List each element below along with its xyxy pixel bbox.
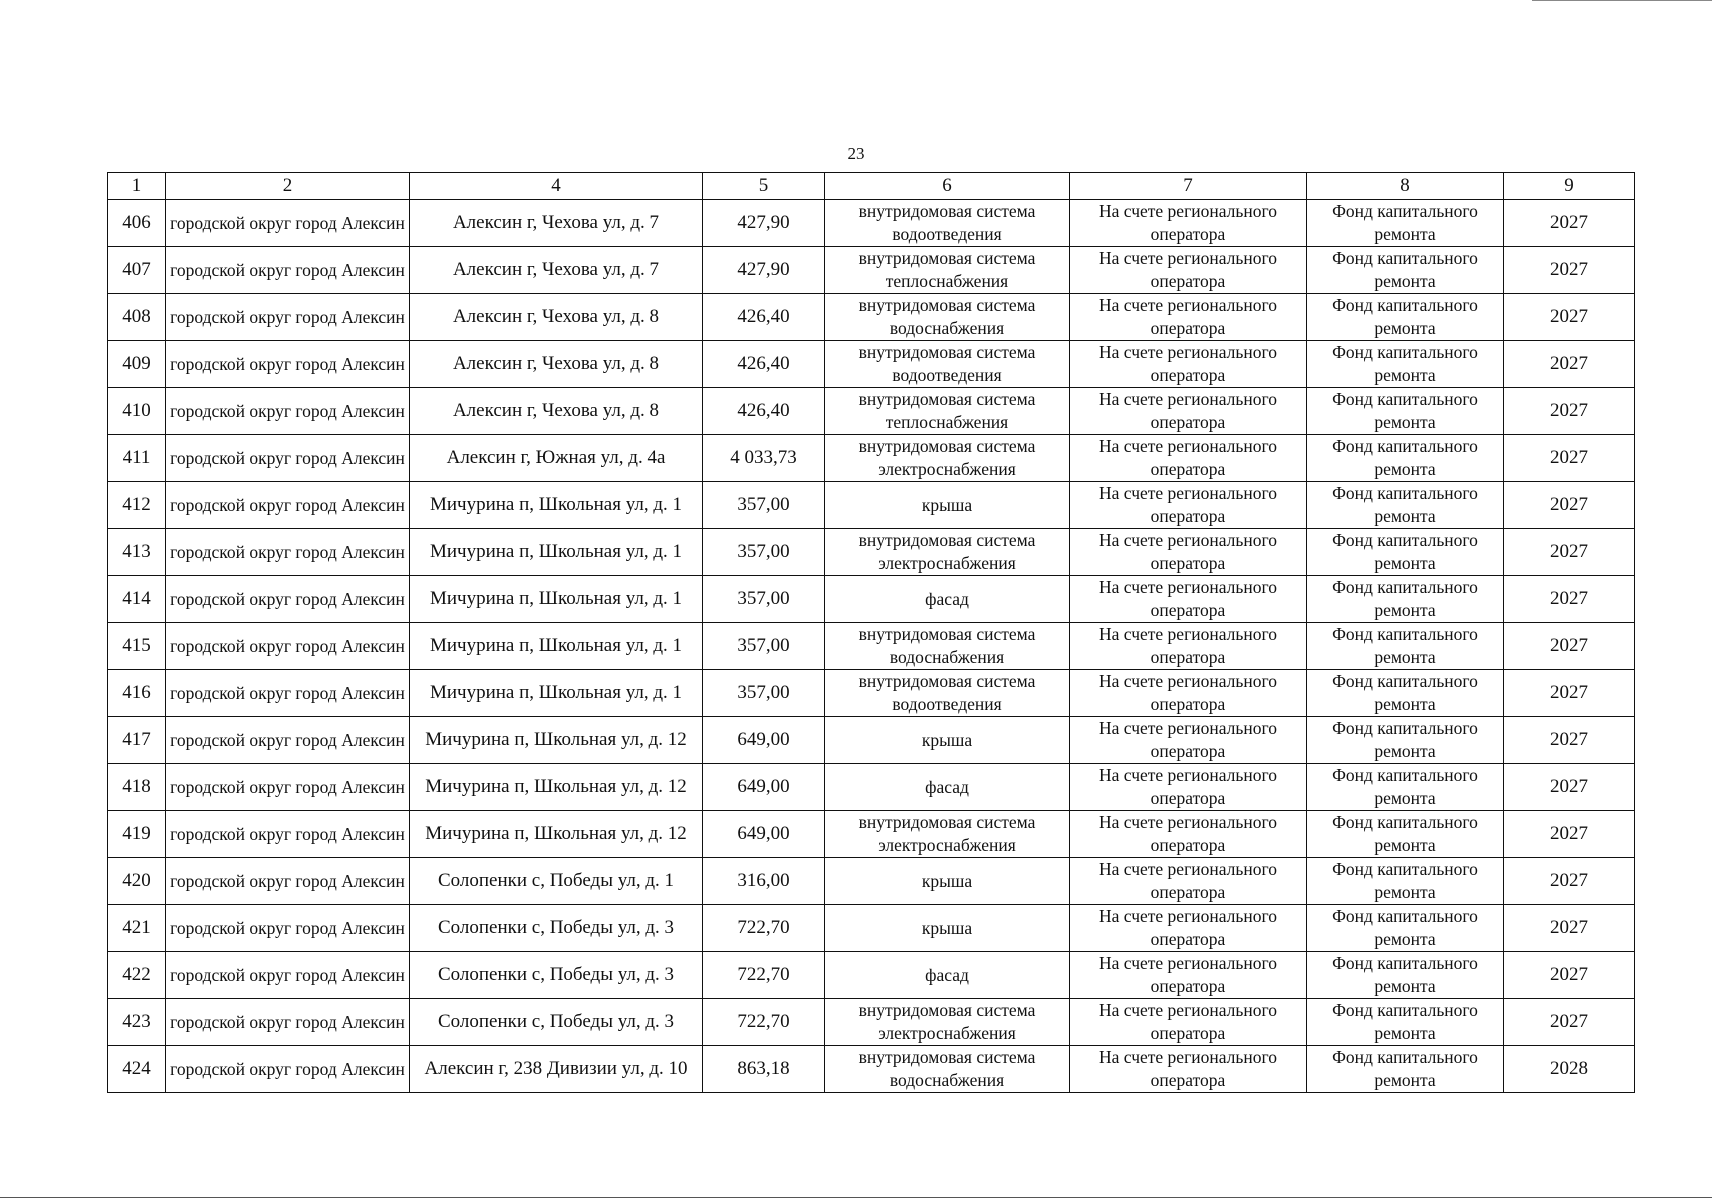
cell-municipality: городской округ город Алексин — [166, 247, 410, 294]
cell-municipality: городской округ город Алексин — [166, 294, 410, 341]
column-header: 9 — [1504, 173, 1635, 200]
cell-row-number: 406 — [108, 200, 166, 247]
cell-funding-source: Фонд капитального ремонта — [1307, 905, 1504, 952]
cell-municipality: городской округ город Алексин — [166, 482, 410, 529]
cell-address: Мичурина п, Школьная ул, д. 1 — [410, 623, 703, 670]
cell-funding-account: На счете регионального оператора — [1070, 905, 1307, 952]
cell-area: 357,00 — [703, 576, 825, 623]
cell-area: 722,70 — [703, 952, 825, 999]
cell-repair-type: крыша — [825, 905, 1070, 952]
cell-address: Мичурина п, Школьная ул, д. 1 — [410, 482, 703, 529]
cell-address: Мичурина п, Школьная ул, д. 12 — [410, 811, 703, 858]
cell-row-number: 413 — [108, 529, 166, 576]
cell-row-number: 419 — [108, 811, 166, 858]
cell-address: Алексин г, Чехова ул, д. 7 — [410, 200, 703, 247]
repair-schedule-table-container — [107, 172, 1635, 1093]
cell-year: 2027 — [1504, 717, 1635, 764]
cell-funding-account: На счете регионального оператора — [1070, 999, 1307, 1046]
cell-year: 2027 — [1504, 999, 1635, 1046]
cell-funding-account: На счете регионального оператора — [1070, 858, 1307, 905]
cell-funding-account: На счете регионального оператора — [1070, 435, 1307, 482]
cell-municipality: городской округ город Алексин — [166, 388, 410, 435]
cell-area: 4 033,73 — [703, 435, 825, 482]
table-row — [108, 717, 1635, 764]
column-header: 8 — [1307, 173, 1504, 200]
cell-year: 2027 — [1504, 482, 1635, 529]
cell-funding-source: Фонд капитального ремонта — [1307, 388, 1504, 435]
scan-bottom-edge-line — [0, 1197, 1712, 1198]
cell-area: 426,40 — [703, 341, 825, 388]
column-header: 2 — [166, 173, 410, 200]
page-number: 23 — [847, 144, 865, 163]
cell-row-number: 422 — [108, 952, 166, 999]
cell-funding-account: На счете регионального оператора — [1070, 294, 1307, 341]
cell-municipality: городской округ город Алексин — [166, 435, 410, 482]
cell-repair-type: внутридомовая система электроснабжения — [825, 529, 1070, 576]
cell-year: 2027 — [1504, 388, 1635, 435]
cell-municipality: городской округ город Алексин — [166, 670, 410, 717]
table-row — [108, 670, 1635, 717]
cell-municipality: городской округ город Алексин — [166, 717, 410, 764]
cell-area: 426,40 — [703, 294, 825, 341]
cell-row-number: 407 — [108, 247, 166, 294]
table-row — [108, 576, 1635, 623]
cell-address: Солопенки с, Победы ул, д. 3 — [410, 999, 703, 1046]
scan-top-edge-line — [1532, 0, 1712, 1]
cell-municipality: городской округ город Алексин — [166, 811, 410, 858]
cell-municipality: городской округ город Алексин — [166, 858, 410, 905]
cell-row-number: 420 — [108, 858, 166, 905]
cell-year: 2027 — [1504, 858, 1635, 905]
cell-funding-source: Фонд капитального ремонта — [1307, 952, 1504, 999]
cell-funding-account: На счете регионального оператора — [1070, 1046, 1307, 1093]
cell-municipality: городской округ город Алексин — [166, 764, 410, 811]
cell-funding-source: Фонд капитального ремонта — [1307, 717, 1504, 764]
cell-address: Алексин г, Чехова ул, д. 8 — [410, 388, 703, 435]
cell-municipality: городской округ город Алексин — [166, 623, 410, 670]
cell-row-number: 410 — [108, 388, 166, 435]
cell-funding-source: Фонд капитального ремонта — [1307, 764, 1504, 811]
cell-area: 649,00 — [703, 764, 825, 811]
header-row — [108, 173, 1635, 200]
cell-funding-source: Фонд капитального ремонта — [1307, 670, 1504, 717]
cell-row-number: 412 — [108, 482, 166, 529]
cell-funding-source: Фонд капитального ремонта — [1307, 858, 1504, 905]
cell-funding-account: На счете регионального оператора — [1070, 811, 1307, 858]
cell-year: 2027 — [1504, 576, 1635, 623]
cell-area: 357,00 — [703, 670, 825, 717]
cell-repair-type: фасад — [825, 952, 1070, 999]
column-header: 1 — [108, 173, 166, 200]
cell-row-number: 411 — [108, 435, 166, 482]
cell-area: 649,00 — [703, 811, 825, 858]
table-row — [108, 388, 1635, 435]
table-row — [108, 294, 1635, 341]
cell-area: 722,70 — [703, 999, 825, 1046]
cell-address: Мичурина п, Школьная ул, д. 1 — [410, 576, 703, 623]
cell-area: 357,00 — [703, 529, 825, 576]
cell-year: 2027 — [1504, 200, 1635, 247]
cell-funding-account: На счете регионального оператора — [1070, 717, 1307, 764]
cell-area: 357,00 — [703, 482, 825, 529]
cell-funding-source: Фонд капитального ремонта — [1307, 1046, 1504, 1093]
cell-repair-type: внутридомовая система водоотведения — [825, 341, 1070, 388]
cell-row-number: 415 — [108, 623, 166, 670]
repair-schedule-table — [107, 172, 1635, 1093]
cell-funding-source: Фонд капитального ремонта — [1307, 200, 1504, 247]
cell-municipality: городской округ город Алексин — [166, 529, 410, 576]
cell-funding-account: На счете регионального оператора — [1070, 341, 1307, 388]
cell-row-number: 423 — [108, 999, 166, 1046]
cell-area: 427,90 — [703, 200, 825, 247]
cell-funding-source: Фонд капитального ремонта — [1307, 576, 1504, 623]
table-row — [108, 952, 1635, 999]
cell-address: Алексин г, Чехова ул, д. 7 — [410, 247, 703, 294]
cell-address: Алексин г, Чехова ул, д. 8 — [410, 294, 703, 341]
table-row — [108, 341, 1635, 388]
cell-municipality: городской округ город Алексин — [166, 1046, 410, 1093]
cell-funding-source: Фонд капитального ремонта — [1307, 529, 1504, 576]
cell-row-number: 409 — [108, 341, 166, 388]
table-row — [108, 764, 1635, 811]
table-row — [108, 623, 1635, 670]
cell-area: 316,00 — [703, 858, 825, 905]
cell-funding-account: На счете регионального оператора — [1070, 388, 1307, 435]
cell-year: 2027 — [1504, 294, 1635, 341]
cell-funding-account: На счете регионального оператора — [1070, 482, 1307, 529]
cell-funding-source: Фонд капитального ремонта — [1307, 294, 1504, 341]
cell-repair-type: внутридомовая система водоотведения — [825, 200, 1070, 247]
cell-row-number: 421 — [108, 905, 166, 952]
cell-address: Мичурина п, Школьная ул, д. 1 — [410, 529, 703, 576]
cell-repair-type: внутридомовая система водоотведения — [825, 670, 1070, 717]
cell-repair-type: внутридомовая система теплоснабжения — [825, 388, 1070, 435]
table-row — [108, 811, 1635, 858]
cell-repair-type: внутридомовая система водоснабжения — [825, 1046, 1070, 1093]
cell-municipality: городской округ город Алексин — [166, 341, 410, 388]
cell-address: Мичурина п, Школьная ул, д. 12 — [410, 764, 703, 811]
cell-year: 2027 — [1504, 952, 1635, 999]
cell-funding-source: Фонд капитального ремонта — [1307, 435, 1504, 482]
cell-address: Алексин г, Южная ул, д. 4а — [410, 435, 703, 482]
cell-repair-type: внутридомовая система теплоснабжения — [825, 247, 1070, 294]
cell-area: 427,90 — [703, 247, 825, 294]
cell-address: Мичурина п, Школьная ул, д. 1 — [410, 670, 703, 717]
cell-address: Алексин г, Чехова ул, д. 8 — [410, 341, 703, 388]
cell-year: 2027 — [1504, 435, 1635, 482]
cell-repair-type: фасад — [825, 576, 1070, 623]
cell-funding-account: На счете регионального оператора — [1070, 200, 1307, 247]
cell-year: 2028 — [1504, 1046, 1635, 1093]
cell-area: 426,40 — [703, 388, 825, 435]
cell-area: 649,00 — [703, 717, 825, 764]
column-header: 6 — [825, 173, 1070, 200]
cell-year: 2027 — [1504, 623, 1635, 670]
cell-area: 722,70 — [703, 905, 825, 952]
cell-address: Мичурина п, Школьная ул, д. 12 — [410, 717, 703, 764]
table-body — [108, 200, 1635, 1093]
cell-row-number: 408 — [108, 294, 166, 341]
cell-year: 2027 — [1504, 905, 1635, 952]
cell-repair-type: крыша — [825, 482, 1070, 529]
cell-year: 2027 — [1504, 764, 1635, 811]
cell-address: Алексин г, 238 Дивизии ул, д. 10 — [410, 1046, 703, 1093]
cell-year: 2027 — [1504, 247, 1635, 294]
cell-row-number: 417 — [108, 717, 166, 764]
cell-municipality: городской округ город Алексин — [166, 576, 410, 623]
cell-repair-type: крыша — [825, 717, 1070, 764]
cell-repair-type: внутридомовая система водоснабжения — [825, 623, 1070, 670]
cell-repair-type: внутридомовая система электроснабжения — [825, 811, 1070, 858]
cell-repair-type: фасад — [825, 764, 1070, 811]
cell-municipality: городской округ город Алексин — [166, 200, 410, 247]
table-row — [108, 858, 1635, 905]
cell-funding-source: Фонд капитального ремонта — [1307, 247, 1504, 294]
cell-address: Солопенки с, Победы ул, д. 3 — [410, 905, 703, 952]
cell-funding-account: На счете регионального оператора — [1070, 247, 1307, 294]
cell-funding-account: На счете регионального оператора — [1070, 952, 1307, 999]
cell-funding-account: На счете регионального оператора — [1070, 529, 1307, 576]
table-row — [108, 482, 1635, 529]
cell-funding-source: Фонд капитального ремонта — [1307, 341, 1504, 388]
cell-row-number: 414 — [108, 576, 166, 623]
cell-year: 2027 — [1504, 811, 1635, 858]
cell-repair-type: крыша — [825, 858, 1070, 905]
cell-funding-source: Фонд капитального ремонта — [1307, 999, 1504, 1046]
cell-repair-type: внутридомовая система электроснабжения — [825, 435, 1070, 482]
cell-municipality: городской округ город Алексин — [166, 952, 410, 999]
cell-funding-source: Фонд капитального ремонта — [1307, 811, 1504, 858]
cell-municipality: городской округ город Алексин — [166, 999, 410, 1046]
cell-row-number: 416 — [108, 670, 166, 717]
cell-municipality: городской округ город Алексин — [166, 905, 410, 952]
table-row — [108, 529, 1635, 576]
cell-repair-type: внутридомовая система водоснабжения — [825, 294, 1070, 341]
table-row — [108, 435, 1635, 482]
column-header: 4 — [410, 173, 703, 200]
table-row — [108, 200, 1635, 247]
cell-year: 2027 — [1504, 341, 1635, 388]
table-row — [108, 1046, 1635, 1093]
cell-funding-source: Фонд капитального ремонта — [1307, 623, 1504, 670]
cell-row-number: 418 — [108, 764, 166, 811]
column-header: 7 — [1070, 173, 1307, 200]
cell-funding-account: На счете регионального оператора — [1070, 623, 1307, 670]
cell-funding-account: На счете регионального оператора — [1070, 764, 1307, 811]
table-row — [108, 999, 1635, 1046]
cell-repair-type: внутридомовая система электроснабжения — [825, 999, 1070, 1046]
cell-funding-source: Фонд капитального ремонта — [1307, 482, 1504, 529]
cell-area: 863,18 — [703, 1046, 825, 1093]
cell-funding-account: На счете регионального оператора — [1070, 670, 1307, 717]
cell-area: 357,00 — [703, 623, 825, 670]
table-header — [108, 173, 1635, 200]
column-header: 5 — [703, 173, 825, 200]
cell-funding-account: На счете регионального оператора — [1070, 576, 1307, 623]
cell-address: Солопенки с, Победы ул, д. 1 — [410, 858, 703, 905]
cell-year: 2027 — [1504, 670, 1635, 717]
table-row — [108, 247, 1635, 294]
cell-row-number: 424 — [108, 1046, 166, 1093]
table-row — [108, 905, 1635, 952]
cell-year: 2027 — [1504, 529, 1635, 576]
cell-address: Солопенки с, Победы ул, д. 3 — [410, 952, 703, 999]
